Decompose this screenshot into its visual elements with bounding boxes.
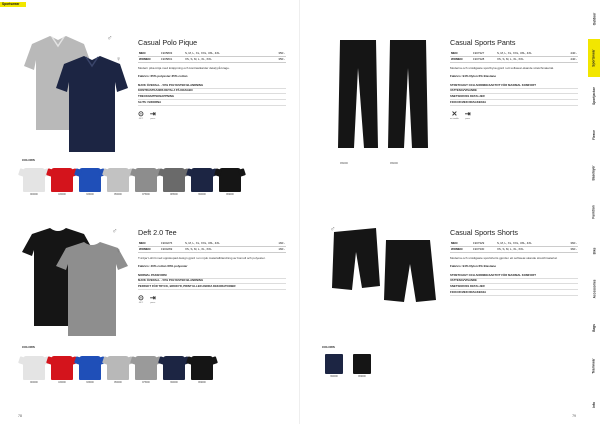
color-swatch: [78, 168, 102, 196]
color-swatch: [22, 356, 46, 384]
tab-label: Sportswear: [592, 49, 596, 67]
product-title: Casual Sports Shorts: [450, 228, 518, 237]
color-swatch: [190, 356, 214, 384]
feature-list: STRETCHIGT OCH ANDNINGSAKTIVT FÖR MAXIMAL KOMFORT VATTENAVVISANDE SNETSKROSS DETALJER FICKOR MED DRAGKEDJA: [450, 273, 578, 295]
color-code: 430000: [58, 382, 66, 384]
color-code: 900000: [30, 194, 38, 196]
iron-icon: ⇥ press: [464, 110, 471, 120]
color-code: 390000: [330, 376, 338, 378]
tab-fleece[interactable]: [588, 116, 600, 155]
tab-label: Bags: [591, 323, 596, 332]
table-row: MEN 1907329 S, M, L, XL, XXL, 3XL, 4XL 360:-: [451, 240, 577, 245]
color-code: 950000: [114, 194, 122, 196]
polo-product-info: [138, 38, 286, 121]
color-swatch: [322, 354, 346, 378]
male-symbol-icon: ♂: [107, 35, 113, 42]
color-swatch: [78, 356, 102, 384]
size-table: [138, 240, 286, 253]
shirt-thumbnail: [23, 356, 45, 380]
product-description: Moderna och smidigaste sportshorts gjorda i ett softwear-skande stretchmaterial.: [450, 256, 558, 261]
tab-label: Baselayer: [592, 165, 597, 181]
polo-color-swatches: [22, 168, 242, 196]
color-code: 430000: [58, 194, 66, 196]
shirt-thumbnail: [135, 356, 157, 380]
color-swatch: [134, 356, 158, 384]
page-number: 78: [18, 414, 22, 418]
color-swatch: [50, 168, 74, 196]
tab-label: Fleece: [592, 129, 596, 140]
color-swatch: [106, 356, 130, 384]
color-swatch: [50, 356, 74, 384]
care-icons: [138, 295, 286, 305]
shirt-thumbnail: [163, 168, 185, 192]
shorts-thumbnail: [353, 354, 371, 374]
care-icons: [450, 111, 578, 121]
color-code: 999000: [198, 382, 206, 384]
fabric-info: Fabrics: 65% polyester 35% cotton: [138, 74, 188, 79]
table-row: WOMEN 1904269 XS, S, M, L, XL, XXL 160:-: [139, 247, 285, 252]
color-code: 985000: [170, 194, 178, 196]
product-title: Casual Sports Pants: [450, 38, 516, 47]
iron-icon: ⇥ press: [149, 294, 156, 304]
tab-label: Accessories: [592, 279, 597, 299]
tab-label: Funktion: [592, 205, 596, 219]
colors-label: COLORS: [22, 345, 35, 349]
color-code: 336000: [86, 382, 94, 384]
shorts-product-image: [330, 226, 442, 306]
care-icons: [138, 111, 286, 121]
tab-sportswear[interactable]: [588, 39, 600, 78]
tee-product-info: [138, 228, 286, 305]
table-row: MEN 1907327 S, M, L, XL, XXL, 3XL, 4XL 440:-: [451, 50, 577, 55]
size-table: [450, 50, 578, 63]
pants-product-image: [336, 38, 446, 158]
male-symbol-icon: ♂: [112, 228, 118, 235]
color-swatch: [134, 168, 158, 196]
color-swatch: [162, 356, 186, 384]
shirt-thumbnail: [219, 168, 241, 192]
feature-list: MJUK ÖVERALL - 50% POLYESTER BLANDNING KONTRASTKANDS DETALJ PÅ KRAGEN TRECKNAPPSKNAPPNING SLITS I SIDORNA: [138, 83, 286, 105]
product-title: Deft 2.0 Tee: [138, 228, 177, 237]
shirt-thumbnail: [79, 356, 101, 380]
pants-product-info: [450, 38, 578, 121]
table-row: MEN 1905803 S, M, L, XL, XXL, 3XL, 4XL 350:-: [139, 50, 285, 55]
shirt-thumbnail: [23, 168, 45, 192]
female-symbol-icon: ♀: [116, 56, 122, 63]
tab-label: Sportjackor: [592, 87, 596, 106]
color-code: 336000: [86, 194, 94, 196]
iron-icon: ⇥ press: [149, 110, 156, 120]
color-code: 999000: [226, 194, 234, 196]
color-swatch: [106, 168, 130, 196]
tab-info[interactable]: [588, 385, 600, 424]
shorts-color-swatches: [322, 354, 374, 378]
table-row: WOMEN 1907330 XS, S, M, L, XL, XXL 360:-: [451, 247, 577, 252]
shirt-thumbnail: [79, 168, 101, 192]
table-row: WOMEN 1905801 XS, S, M, L, XL, XXL 350:-: [139, 57, 285, 62]
colors-label: COLORS: [322, 345, 335, 349]
fabric-info: Fabrics: 94% Nylon 6% Elastane: [450, 74, 497, 79]
section-tag: Sportswear: [0, 2, 26, 7]
shirt-thumbnail: [135, 168, 157, 192]
category-index-tabs: [588, 0, 600, 424]
feature-list: NORMAL PASSFORM MJUK ÖVERALL - 50% POLYESTER BLANDNING PERFEKT FÖR TRYCK, BRODYR, PRINT ELLER ANDRA DEKORATIONER: [138, 273, 286, 290]
tab-baselayer[interactable]: [588, 154, 600, 193]
feature-list: STRETCHIGT OCH ANDNINGSAKTIVT FÖR MAXIMAL KOMFORT VATTENAVVISANDE SNETSKROSS DETALJER FICKOR MED DRAGKEDJA: [450, 83, 578, 105]
tee-product-image: [22, 226, 132, 338]
shirt-thumbnail: [107, 356, 129, 380]
shirt-thumbnail: [51, 356, 73, 380]
table-row: WOMEN 1907328 XS, S, M, L, XL, XXL 440:-: [451, 57, 577, 62]
polo-product-image: [22, 30, 130, 155]
color-code: 999000: [358, 376, 366, 378]
color-swatch: [350, 354, 374, 378]
tab-funktion[interactable]: [588, 193, 600, 232]
fabric-info: Fabrics: 94% Nylon 6% Elastane: [450, 264, 497, 269]
tab-accessories[interactable]: [588, 270, 600, 309]
product-description: Modern piké-tröja med knäppning och kontrastkarder detalj på krage.: [138, 66, 230, 71]
color-code: 390000: [198, 194, 206, 196]
article-code: 999000: [390, 162, 398, 165]
no-tumble-dry-icon: ✕ no tumble: [450, 110, 459, 120]
tab-label: Outdoor: [592, 12, 597, 26]
tab-label: Teamwear: [592, 358, 597, 374]
colors-label: COLORS: [22, 158, 35, 162]
article-code: 999000: [340, 162, 348, 165]
wash-icon: ⊙ 40°C: [138, 294, 144, 304]
male-symbol-icon: ♂: [330, 226, 336, 233]
page-number: 79: [572, 414, 576, 418]
color-swatch: [22, 168, 46, 196]
right-page: [300, 0, 600, 424]
color-swatch: [218, 168, 242, 196]
shirt-thumbnail: [163, 356, 185, 380]
color-code: 900000: [30, 382, 38, 384]
size-table: [138, 50, 286, 63]
fabric-info: Fabrics: 40% cotton 60% polyester: [138, 264, 188, 269]
color-code: 975000: [142, 194, 150, 196]
product-description: Moderna och smidigaste sportbyxa gjord i ett softwear-skande stretchmaterial.: [450, 66, 554, 71]
tab-outdoor[interactable]: [588, 0, 600, 39]
shirt-thumbnail: [51, 168, 73, 192]
product-title: Casual Polo Pique: [138, 38, 198, 47]
tab-label: Bike: [591, 247, 596, 254]
tab-bags[interactable]: [588, 308, 600, 347]
color-swatch: [190, 168, 214, 196]
color-code: 950000: [114, 382, 122, 384]
product-description: T-tröja/ t-shirt med uppskopad design gjord i en mjuk materialblandning av bomull och polyester.: [138, 256, 266, 261]
shorts-thumbnail: [325, 354, 343, 374]
wash-icon: ⊙ 40°C: [138, 110, 144, 120]
table-row: MEN 1904276 S, M, L, XL, XXL, 3XL, 4XL 160:-: [139, 240, 285, 245]
shorts-product-info: [450, 228, 578, 296]
shirt-thumbnail: [191, 168, 213, 192]
shirt-thumbnail: [107, 168, 129, 192]
tab-label: Info: [592, 401, 596, 408]
shirt-thumbnail: [191, 356, 213, 380]
female-symbol-icon: ♀: [116, 248, 122, 255]
color-swatch: [162, 168, 186, 196]
color-code: 390000: [170, 382, 178, 384]
tee-color-swatches: [22, 356, 214, 384]
tab-bike[interactable]: [588, 231, 600, 270]
color-code: 975000: [142, 382, 150, 384]
size-table: [450, 240, 578, 253]
tab-teamwear[interactable]: [588, 347, 600, 386]
tab-sportjackor[interactable]: [588, 77, 600, 116]
